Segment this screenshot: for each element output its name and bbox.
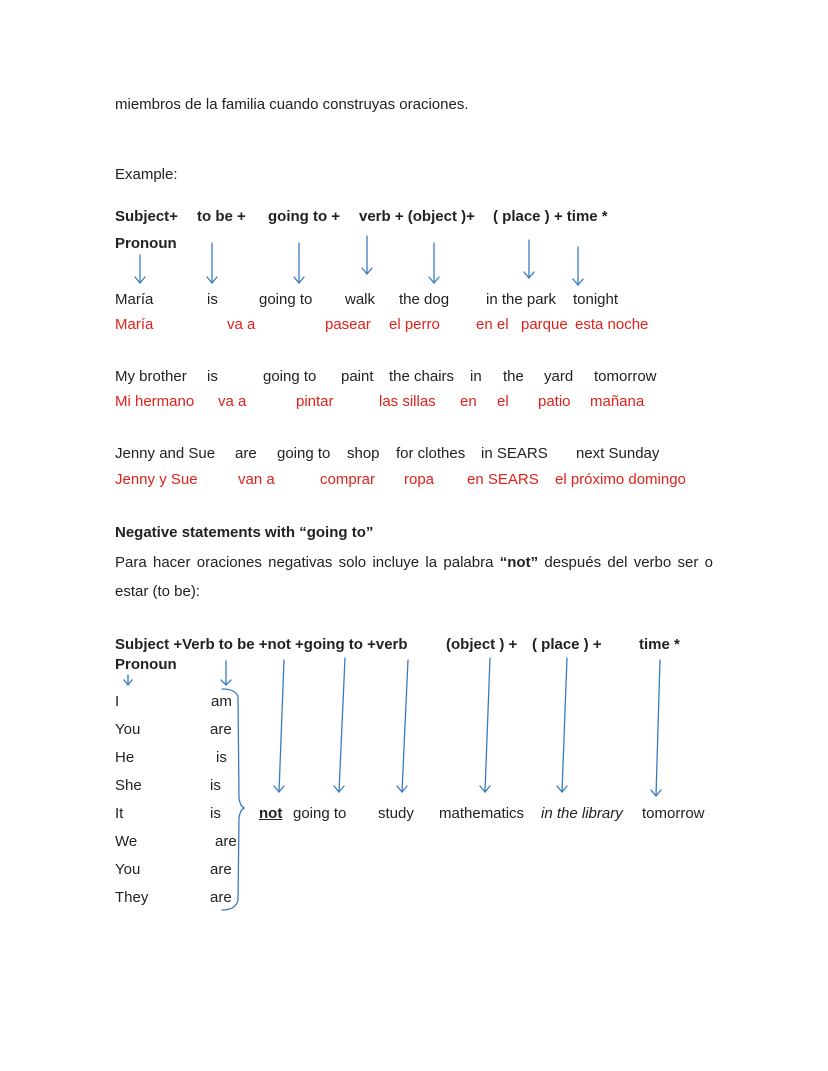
- conj-verb-it: is: [210, 805, 221, 822]
- neg-verb: study: [378, 805, 414, 822]
- conj-verb-he: is: [216, 749, 227, 766]
- formula1-place: ( place ) + time *: [493, 208, 608, 225]
- ex1-es-prep: en el: [476, 316, 509, 333]
- ex2-es-object: las sillas: [379, 393, 436, 410]
- ex2-en-the: the: [503, 368, 524, 385]
- ex3-es-verb: comprar: [320, 471, 376, 488]
- ex2-en-going: going to: [263, 368, 317, 385]
- conj-verb-you-plural: are: [210, 861, 232, 878]
- arrow-icon: [557, 658, 567, 792]
- conj-pronoun-they: They: [115, 889, 149, 906]
- ex3-es-place: en SEARS: [467, 471, 539, 488]
- ex1-es-place: parque: [521, 316, 568, 333]
- ex3-es-time: el próximo domingo: [555, 471, 686, 488]
- ex3-es-tobe: van a: [238, 471, 275, 488]
- ex1-en-subject: María: [115, 291, 154, 308]
- neg-not: not: [259, 805, 283, 822]
- ex2-en-subject: My brother: [115, 368, 187, 385]
- conj-pronoun-she: She: [115, 777, 142, 794]
- ex2-es-en: en: [460, 393, 477, 410]
- ex2-en-tobe: is: [207, 368, 218, 385]
- arrow-icon: [651, 660, 661, 796]
- ex1-es-verb: pasear: [325, 316, 371, 333]
- ex2-en-yard: yard: [544, 368, 574, 385]
- example-label: Example:: [115, 166, 178, 183]
- ex1-en-time: tonight: [573, 291, 619, 308]
- negative-heading: Negative statements with “going to”: [115, 524, 374, 541]
- arrow-icon: [207, 243, 217, 283]
- conj-verb-you: are: [210, 721, 232, 738]
- ex3-en-tobe: are: [235, 445, 257, 462]
- conj-verb-we: are: [215, 833, 237, 850]
- arrow-icon: [480, 658, 490, 792]
- conj-verb-they: are: [210, 889, 232, 906]
- negative-para-end: después del verbo ser o estar (to be):: [115, 554, 713, 600]
- ex2-en-in: in: [470, 368, 482, 385]
- formula1-verb: verb + (object )+: [359, 208, 475, 225]
- ex1-es-subject: María: [115, 316, 154, 333]
- negative-paragraph: [115, 548, 713, 606]
- ex1-en-place: in the park: [486, 291, 557, 308]
- neg-time: tomorrow: [642, 805, 705, 822]
- ex3-es-subject: Jenny y Sue: [115, 471, 198, 488]
- ex1-en-going: going to: [259, 291, 313, 308]
- ex1-es-tobe: va a: [227, 316, 256, 333]
- arrow-icon: [397, 660, 408, 792]
- formula2-time: time *: [639, 636, 680, 653]
- arrow-icon: [334, 658, 345, 792]
- ex2-es-verb: pintar: [296, 393, 334, 410]
- conj-pronoun-you: You: [115, 721, 141, 738]
- conj-pronoun-he: He: [115, 749, 135, 766]
- formula2-place: ( place ) +: [532, 636, 602, 653]
- neg-going-to: going to: [293, 805, 347, 822]
- conj-pronoun-you-plural: You: [115, 861, 141, 878]
- ex2-es-el: el: [497, 393, 509, 410]
- negative-para-start: Para hacer oraciones negativas solo incluye la palabra: [115, 554, 500, 571]
- ex2-en-object: the chairs: [389, 368, 455, 385]
- formula2-subject: Subject +Verb to be +not +going to +verb: [115, 636, 408, 653]
- arrow-icon: [429, 243, 439, 283]
- arrow-icon: [573, 247, 583, 285]
- formula1-pronoun: Pronoun: [115, 235, 177, 252]
- neg-object: mathematics: [439, 805, 525, 822]
- ex1-es-time: esta noche: [575, 316, 649, 333]
- intro-line: miembros de la familia cuando construyas oraciones.: [115, 96, 469, 113]
- arrow-icon: [362, 236, 372, 274]
- ex1-en-tobe: is: [207, 291, 218, 308]
- ex2-es-time: mañana: [590, 393, 645, 410]
- ex3-en-place: in SEARS: [481, 445, 548, 462]
- conj-verb-i: am: [211, 693, 232, 710]
- arrow-icon: [524, 240, 534, 278]
- negative-para-bold: “not”: [499, 554, 539, 571]
- formula2-object: (object ) +: [446, 636, 518, 653]
- ex2-en-time: tomorrow: [594, 368, 657, 385]
- conj-verb-she: is: [210, 777, 221, 794]
- ex2-es-subject: Mi hermano: [115, 393, 195, 410]
- ex2-en-verb: paint: [341, 368, 374, 385]
- arrow-icon: [221, 661, 231, 685]
- ex1-es-object: el perro: [389, 316, 440, 333]
- ex3-en-object: for clothes: [396, 445, 466, 462]
- ex3-en-going: going to: [277, 445, 331, 462]
- ex3-en-verb: shop: [347, 445, 380, 462]
- ex3-en-time: next Sunday: [576, 445, 660, 462]
- ex2-es-place: patio: [538, 393, 571, 410]
- arrow-icon: [274, 660, 284, 792]
- formula1-to-be: to be +: [197, 208, 246, 225]
- conj-pronoun-it: It: [115, 805, 124, 822]
- arrow-icon: [124, 675, 132, 685]
- formula2-pronoun: Pronoun: [115, 656, 177, 673]
- ex1-en-object: the dog: [399, 291, 450, 308]
- ex1-en-verb: walk: [345, 291, 376, 308]
- ex3-es-object: ropa: [404, 471, 435, 488]
- formula1-subject: Subject+: [115, 208, 178, 225]
- ex2-es-tobe: va a: [218, 393, 247, 410]
- conj-pronoun-i: I: [115, 693, 120, 710]
- conj-pronoun-we: We: [115, 833, 138, 850]
- arrow-icon: [294, 243, 304, 283]
- formula1-going-to: going to +: [268, 208, 341, 225]
- arrow-icon: [135, 255, 145, 283]
- ex3-en-subject: Jenny and Sue: [115, 445, 216, 462]
- neg-place: in the library: [541, 805, 623, 822]
